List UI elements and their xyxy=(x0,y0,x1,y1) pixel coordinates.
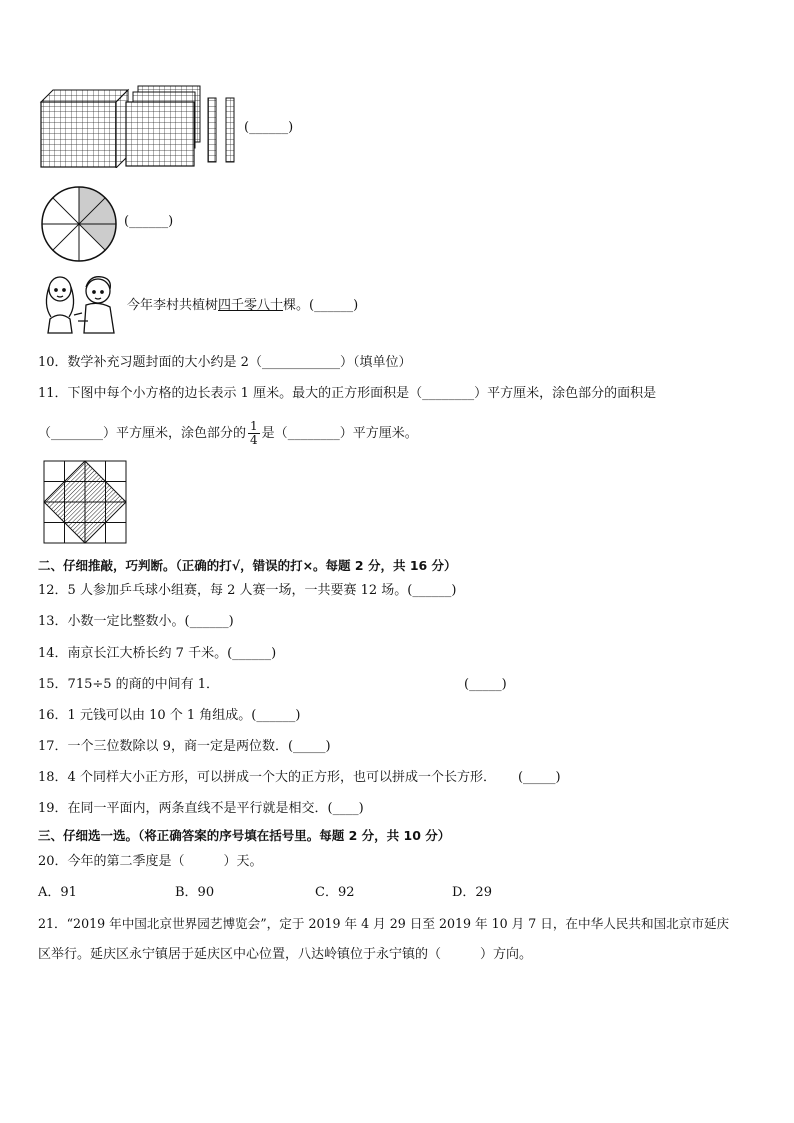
question-20: 20．今年的第二季度是（ ）天。 xyxy=(38,854,263,869)
question-12 xyxy=(38,582,456,600)
q12-blank[interactable]: (______) xyxy=(407,583,457,598)
question-11-line1 xyxy=(38,385,656,403)
q16-blank[interactable]: (______) xyxy=(251,708,301,723)
q11-blank-3[interactable]: ________ xyxy=(287,426,340,441)
q11-text-f: ）平方厘米。 xyxy=(339,426,418,441)
section-3-title: 三、仔细选一选。（将正确答案的序号填在括号里。每题 2 分，共 10 分） xyxy=(38,828,451,843)
q9-prefix: 今年李村共植树 xyxy=(127,298,219,313)
base-ten-blocks-figure xyxy=(38,84,243,168)
children-illustration xyxy=(38,275,124,335)
q11-text-d: ）平方厘米，涂色部分的 xyxy=(103,426,247,441)
question-10 xyxy=(38,354,411,372)
fraction-one-quarter xyxy=(248,420,260,447)
q11-text-e: 是（ xyxy=(261,426,288,441)
q11-blank-2[interactable]: ________ xyxy=(51,426,104,441)
question-15 xyxy=(38,676,219,694)
fraction-denominator: 4 xyxy=(250,433,258,447)
question-21-line1: 21．“2019 年中国北京世界园艺博览会”，定于 2019 年 4 月 29 日至 2019 年 10 月 7 日，在中华人民共和国北京市延庆 xyxy=(38,916,730,931)
question-21-line2: 区举行。延庆区永宁镇居于延庆区中心位置，八达岭镇位于永宁镇的（ ）方向。 xyxy=(38,947,533,962)
q15-blank[interactable]: (_____) xyxy=(464,677,507,692)
blank-circle[interactable]: (______) xyxy=(124,214,174,229)
q10-blank[interactable]: ____________ xyxy=(261,355,340,370)
q15-text: 15．715÷5 的商的中间有 1． xyxy=(38,677,220,692)
question-13 xyxy=(38,613,234,631)
question-9 xyxy=(127,297,358,315)
q18-blank[interactable]: (_____) xyxy=(517,770,561,785)
q13-blank[interactable]: (______) xyxy=(184,614,234,629)
question-18 xyxy=(38,769,561,787)
q9-suffix: 棵。 xyxy=(283,298,310,313)
q18-text: 18．4 个同样大小正方形，可以拼成一个大的正方形，也可以拼成一个长方形． xyxy=(38,770,496,785)
q20-option-c[interactable]: C．92 xyxy=(315,885,355,900)
question-17 xyxy=(38,738,331,756)
q9-underlined-number: 四千零八十 xyxy=(218,298,284,313)
q10-close: ）（填单位） xyxy=(339,355,412,370)
question-19 xyxy=(38,800,364,818)
q13-text: 13．小数一定比整数小。 xyxy=(38,614,185,629)
grid-square-figure xyxy=(42,459,130,547)
section-2-title: 二、仔细推敲，巧判断。（正确的打√，错误的打×。每题 2 分，共 16 分） xyxy=(38,558,457,573)
q19-text: 19．在同一平面内，两条直线不是平行就是相交． xyxy=(38,801,328,816)
question-11-line2 xyxy=(38,420,418,447)
q12-text: 12．5 人参加乒乓球小组赛，每 2 人赛一场，一共要赛 12 场。 xyxy=(38,583,408,598)
q11-text-a: 11．下图中每个小方格的边长表示 1 厘米。最大的正方形面积是（ xyxy=(38,386,423,401)
blank-cube[interactable]: (______) xyxy=(244,120,294,135)
q14-blank[interactable]: (______) xyxy=(227,646,277,661)
q17-text: 17．一个三位数除以 9，商一定是两位数． xyxy=(38,739,288,754)
question-14 xyxy=(38,645,276,663)
q11-blank-1[interactable]: ________ xyxy=(422,386,475,401)
q11-text-c: （ xyxy=(38,426,52,441)
q20-option-d[interactable]: D．29 xyxy=(452,885,492,900)
q14-text: 14．南京长江大桥长约 7 千米。 xyxy=(38,646,228,661)
q20-option-b[interactable]: B．90 xyxy=(175,885,215,900)
q16-text: 16．1 元钱可以由 10 个 1 角组成。 xyxy=(38,708,252,723)
q17-blank[interactable]: (_____) xyxy=(287,739,331,754)
fraction-numerator: 1 xyxy=(250,419,258,433)
q11-text-b: ）平方厘米，涂色部分的面积是 xyxy=(474,386,657,401)
question-16 xyxy=(38,707,300,725)
q19-blank[interactable]: (____) xyxy=(327,801,364,816)
fraction-circle-figure xyxy=(38,183,120,265)
q20-option-a[interactable]: A．91 xyxy=(38,885,77,900)
q10-text: 10．数学补充习题封面的大小约是 2（ xyxy=(38,355,262,370)
blank-q9[interactable]: (______) xyxy=(309,298,359,313)
